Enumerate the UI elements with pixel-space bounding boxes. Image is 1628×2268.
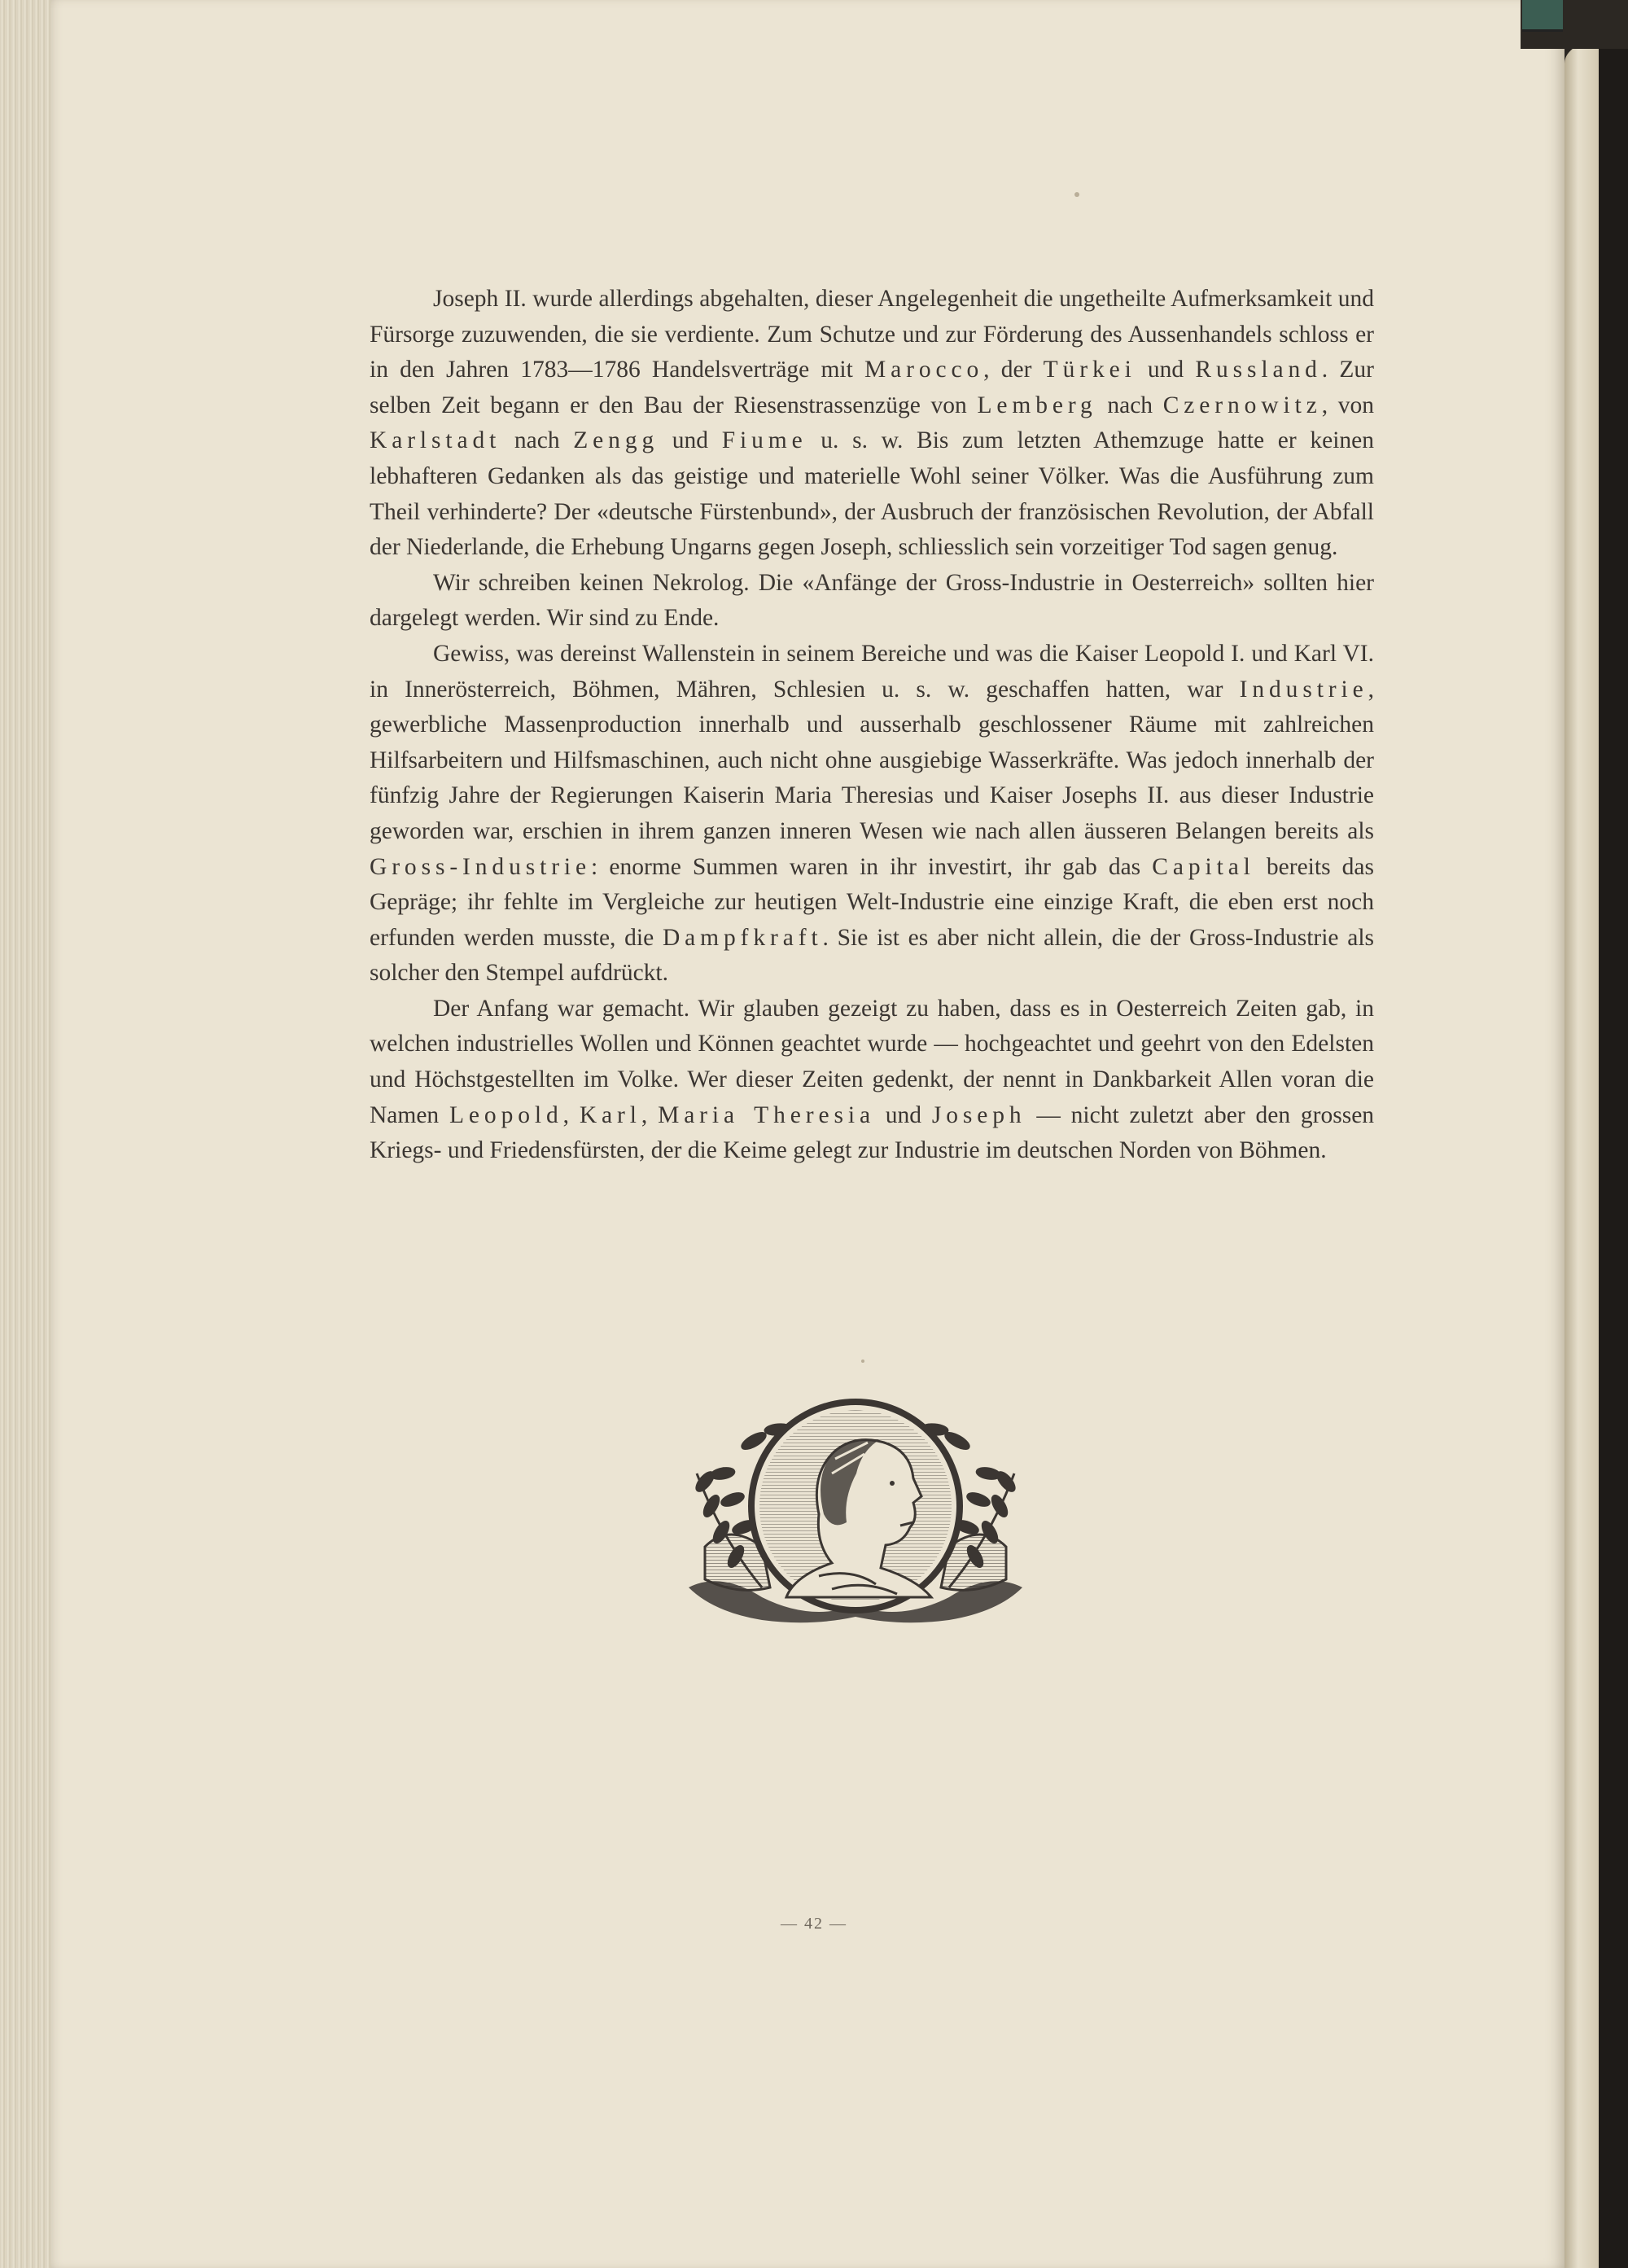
text-run: nach bbox=[1096, 392, 1163, 418]
paragraph bbox=[370, 992, 1374, 1169]
spaced-emphasis: Dampfkraft bbox=[662, 924, 823, 951]
next-page-edge bbox=[1565, 41, 1599, 2268]
text-run: Wir schreiben keinen Nekrolog. Die «Anfänge der Gross-Industrie in Oesterreich» sollten hier dargelegt werden. Wir sind zu Ende. bbox=[370, 569, 1374, 632]
text-run: , der bbox=[983, 357, 1044, 383]
spaced-emphasis: Türkei bbox=[1043, 357, 1136, 383]
spaced-emphasis: Karlstadt bbox=[370, 427, 501, 454]
text-run: Joseph II. wurde allerdings abgehalten, dieser Angelegenheit die ungetheilte Aufmerksamkeit und Fürsorge zuzuwenden, die sie verdiente. Zum Schutze und zur Förderung des Aussenhandels schloss er in den Jahren 1783—1786 Handelsverträge mit bbox=[370, 286, 1374, 383]
spaced-emphasis: Capital bbox=[1152, 853, 1255, 880]
paragraph bbox=[370, 282, 1374, 566]
text-run: bereits das Gepräge; ihr fehlte im Vergleiche zur heutigen Welt-Industrie eine einzige Kraft, die eben erst noch erfunden werden musste, die bbox=[370, 853, 1374, 951]
paragraph bbox=[370, 637, 1374, 992]
spaced-emphasis: Fiume bbox=[721, 427, 807, 454]
text-run: und bbox=[659, 427, 722, 454]
spaced-emphasis: Joseph bbox=[931, 1101, 1026, 1128]
text-run: und bbox=[1136, 357, 1196, 383]
spaced-emphasis: Russland bbox=[1195, 357, 1322, 383]
text-run: , bbox=[562, 1101, 580, 1128]
paper-speck bbox=[1074, 192, 1079, 197]
text-run: und bbox=[874, 1101, 932, 1128]
text-run: : enorme Summen waren in ihr investirt, ihr gab das bbox=[591, 853, 1153, 880]
text-run: u. s. w. Bis zum letzten Athemzuge hatte er keinen lebhafteren Gedanken als das geistige und materielle Wohl seiner Völker. Was die Ausführung zum Theil verhinderte? Der «deutsche Fürstenbund», der Ausbruch der französischen Revolution, der Abfall der Niederlande, die Erhebung Ungarns gegen Joseph, schliesslich sein vorzeitiger Tod sagen genug. bbox=[370, 427, 1375, 561]
spaced-emphasis: Maria Theresia bbox=[658, 1101, 875, 1128]
spaced-emphasis: Zengg bbox=[573, 427, 659, 454]
paper-speck bbox=[861, 1359, 864, 1363]
spaced-emphasis: Industrie bbox=[1239, 676, 1368, 703]
spaced-emphasis: Lemberg bbox=[977, 392, 1097, 418]
text-run: , bbox=[641, 1101, 659, 1128]
corner-tab bbox=[1522, 0, 1563, 32]
spaced-emphasis: Karl bbox=[579, 1101, 641, 1128]
text-run: — nicht zuletzt aber den grossen Kriegs- und Friedensfürsten, der die Keime gelegt zur Industrie im deutschen Norden von Böhmen. bbox=[370, 1101, 1375, 1164]
text-run: . Sie ist es aber nicht allein, die der Gross-Industrie als solcher den Stempel aufdrückt. bbox=[370, 924, 1375, 987]
text-run: . Zur selben Zeit begann er den Bau der Riesenstrassenzüge von bbox=[370, 357, 1374, 418]
text-run: nach bbox=[501, 427, 574, 454]
text-run: Gewiss, was dereinst Wallenstein in seinem Bereiche und was die Kaiser Leopold I. und Karl VI. in Innerösterreich, Böhmen, Mähren, Schlesien u. s. w. geschaffen hatten, war bbox=[370, 640, 1374, 703]
text-run: , gewerbliche Massenproduction innerhalb und ausserhalb geschlossener Räume mit zahlreichen Hilfsarbeitern und Hilfsmaschinen, auch nicht ohne ausgiebige Wasserkräfte. Was jedoch innerhalb der fünfzig Jahre der Regierungen Kaiserin Maria Theresias und Kaiser Josephs II. aus dieser Industrie geworden war, erschien in ihrem ganzen inneren Wesen wie nach allen äusseren Belangen bereits als bbox=[370, 676, 1374, 844]
spaced-emphasis: Gross-Industrie bbox=[370, 853, 592, 880]
spaced-emphasis: Marocco bbox=[864, 357, 984, 383]
portrait-medallion-icon bbox=[672, 1384, 1039, 1628]
text-run: Der Anfang war gemacht. Wir glauben gezeigt zu haben, dass es in Oesterreich Zeiten gab, in welchen industrielles Wollen und Können geachtet wurde — hochgeachtet und geehrt von den Edelsten und Höchstgestellten im Volke. Wer dieser Zeiten gedenkt, der nennt in Dankbarkeit Allen voran die Namen bbox=[370, 995, 1374, 1128]
spaced-emphasis: Leopold bbox=[449, 1101, 563, 1128]
text-run: , von bbox=[1321, 392, 1374, 418]
spaced-emphasis: Czernowitz bbox=[1162, 392, 1322, 418]
paragraph bbox=[370, 566, 1374, 637]
body-text bbox=[370, 282, 1374, 1169]
page-number: — 42 — bbox=[781, 1915, 847, 1933]
